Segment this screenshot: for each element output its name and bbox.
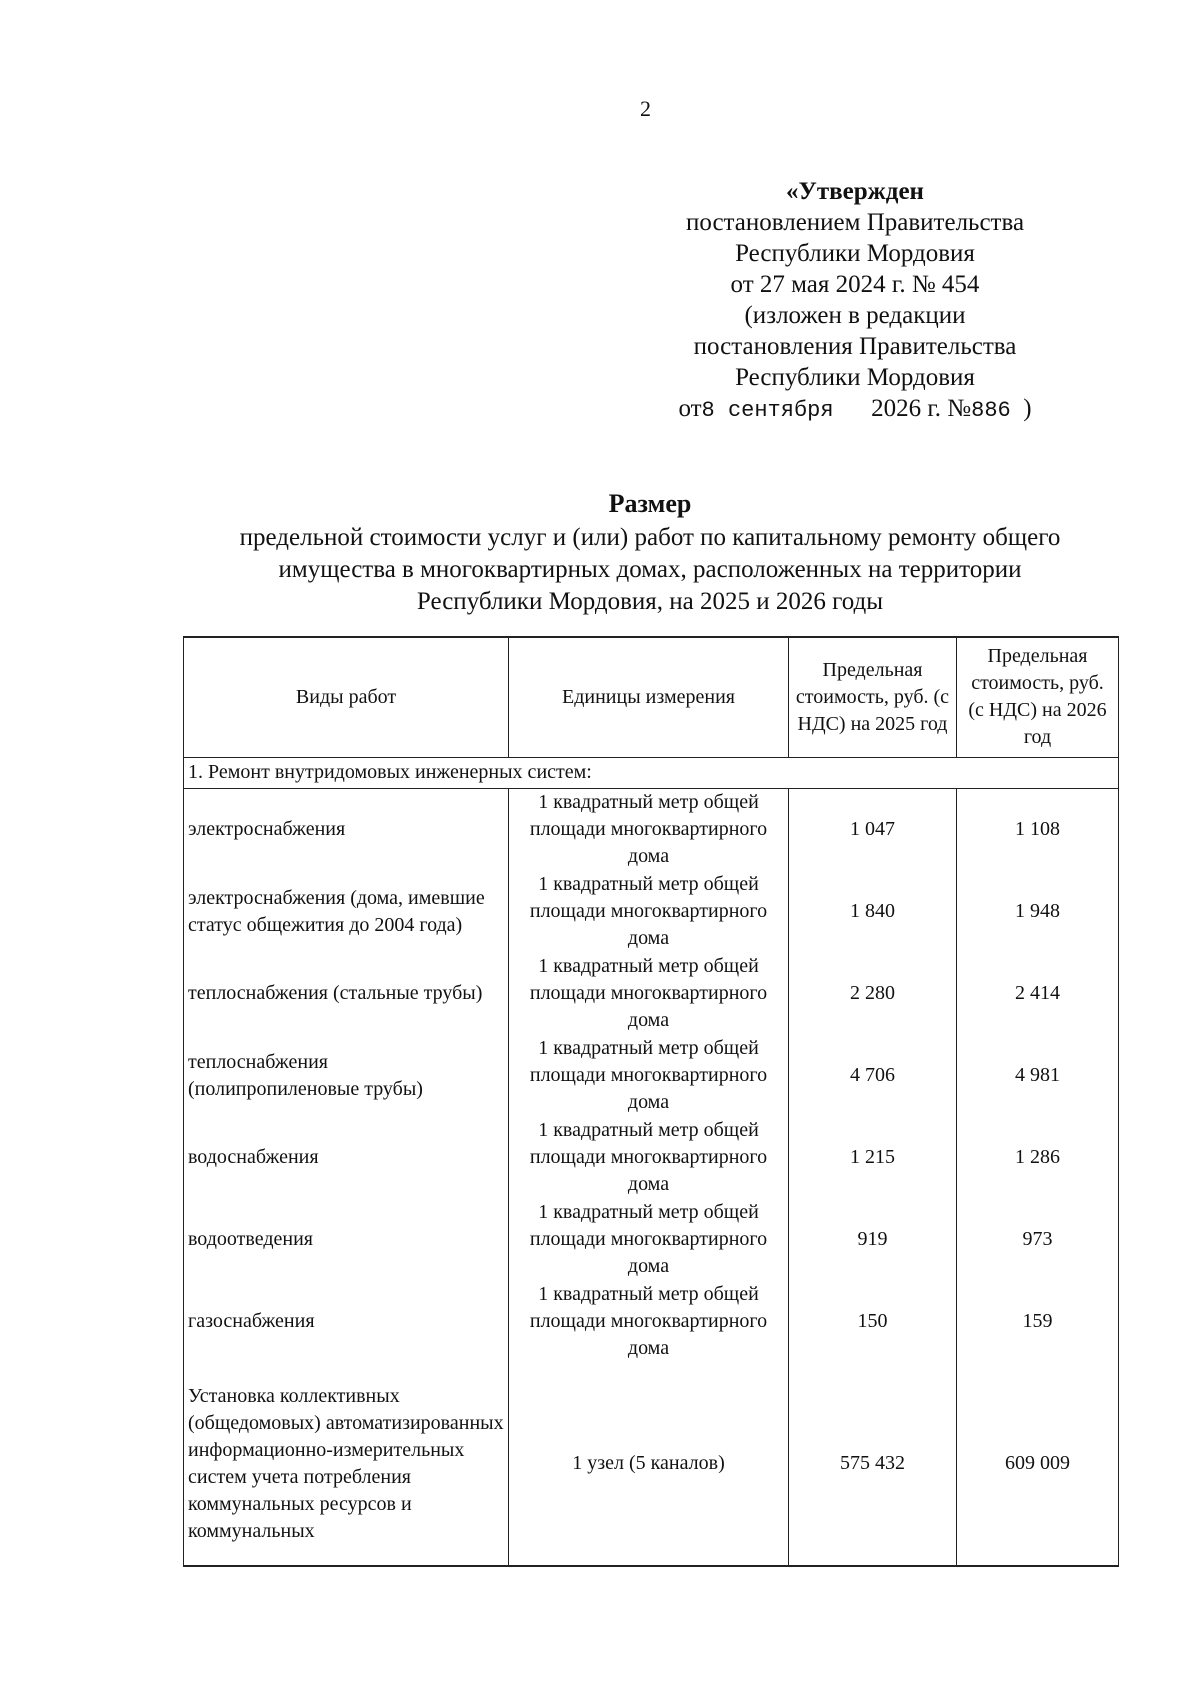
work-cell: водоснабжения <box>184 1117 509 1199</box>
header-work-type: Виды работ <box>184 637 509 757</box>
cost-2025-cell: 2 280 <box>789 953 957 1035</box>
table-header-row <box>184 637 1119 757</box>
cost-2025-cell: 4 706 <box>789 1035 957 1117</box>
unit-cell: 1 квадратный метр общей площади многоквартирного дома <box>509 1035 789 1117</box>
work-cell: электроснабжения (дома, имевшие статус общежития до 2004 года) <box>184 871 509 953</box>
cost-2026-cell: 973 <box>957 1199 1119 1281</box>
approval-line: Республики Мордовия <box>735 364 975 391</box>
approval-line: (изложен в редакции <box>744 302 966 329</box>
title-line: имущества в многоквартирных домах, расположенных на территории <box>278 556 1022 583</box>
cost-table <box>183 636 1119 1567</box>
cost-2025-cell: 1 215 <box>789 1117 957 1199</box>
unit-cell: 1 квадратный метр общей площади многоквартирного дома <box>509 871 789 953</box>
unit-cell: 1 квадратный метр общей площади многоквартирного дома <box>509 788 789 871</box>
resolution-year: 2026 г. <box>871 395 942 422</box>
approval-stamp <box>640 176 1070 426</box>
title-main: Размер <box>608 489 692 518</box>
cost-2025-cell: 919 <box>789 1199 957 1281</box>
approval-line: Республики Мордовия <box>735 240 975 267</box>
table-row <box>184 1117 1119 1199</box>
document-title <box>170 488 1130 618</box>
title-line: Республики Мордовия, на 2025 и 2026 годы <box>416 588 884 615</box>
section-row <box>184 757 1119 788</box>
cost-2026-cell: 609 009 <box>957 1363 1119 1566</box>
unit-cell: 1 квадратный метр общей площади многоквартирного дома <box>509 1281 789 1363</box>
resolution-prefix: от <box>678 395 702 422</box>
cost-2026-cell: 2 414 <box>957 953 1119 1035</box>
cost-2026-cell: 159 <box>957 1281 1119 1363</box>
table-row <box>184 953 1119 1035</box>
resolution-date-line <box>640 393 1070 426</box>
resolution-date: 8 сентября <box>701 398 834 423</box>
table-row <box>184 1363 1119 1566</box>
resolution-number-label: № <box>947 395 972 422</box>
cost-2025-cell: 1 840 <box>789 871 957 953</box>
cost-2026-cell: 1 948 <box>957 871 1119 953</box>
table-row <box>184 1281 1119 1363</box>
unit-cell: 1 узел (5 каналов) <box>509 1363 789 1566</box>
table-row <box>184 1035 1119 1117</box>
unit-cell: 1 квадратный метр общей площади многоквартирного дома <box>509 1117 789 1199</box>
cost-2025-cell: 1 047 <box>789 788 957 871</box>
cost-2026-cell: 4 981 <box>957 1035 1119 1117</box>
page-number: 2 <box>640 96 651 121</box>
work-cell: газоснабжения <box>184 1281 509 1363</box>
cost-2026-cell: 1 286 <box>957 1117 1119 1199</box>
unit-cell: 1 квадратный метр общей площади многоквартирного дома <box>509 1199 789 1281</box>
table-row <box>184 1199 1119 1281</box>
work-cell: теплоснабжения (стальные трубы) <box>184 953 509 1035</box>
cost-2025-cell: 575 432 <box>789 1363 957 1566</box>
header-unit: Единицы измерения <box>509 637 789 757</box>
approval-line: постановлением Правительства <box>685 209 1025 236</box>
resolution-number: 886 <box>971 398 1011 423</box>
work-cell: Установка коллективных (общедомовых) автоматизированных информационно-измерительных систем учета потребления коммунальных ресурсов и коммунальных <box>184 1363 509 1566</box>
approval-line: «Утвержден <box>786 178 924 205</box>
work-cell: теплоснабжения (полипропиленовые трубы) <box>184 1035 509 1117</box>
section-heading: 1. Ремонт внутридомовых инженерных систем: <box>184 757 1119 788</box>
header-cost-2025: Предельная стоимость, руб. (с НДС) на 2025 год <box>789 637 957 757</box>
cost-2026-cell: 1 108 <box>957 788 1119 871</box>
title-line: предельной стоимости услуг и (или) работ по капитальному ремонту общего <box>239 524 1061 551</box>
cost-2025-cell: 150 <box>789 1281 957 1363</box>
table-row <box>184 871 1119 953</box>
work-cell: электроснабжения <box>184 788 509 871</box>
work-cell: водоотведения <box>184 1199 509 1281</box>
approval-line: постановления Правительства <box>693 333 1017 360</box>
unit-cell: 1 квадратный метр общей площади многоквартирного дома <box>509 953 789 1035</box>
header-cost-2026: Предельная стоимость, руб. (с НДС) на 2026 год <box>957 637 1119 757</box>
resolution-close: ) <box>1023 395 1032 422</box>
approval-line: от 27 мая 2024 г. № 454 <box>730 271 980 298</box>
table-row <box>184 788 1119 871</box>
